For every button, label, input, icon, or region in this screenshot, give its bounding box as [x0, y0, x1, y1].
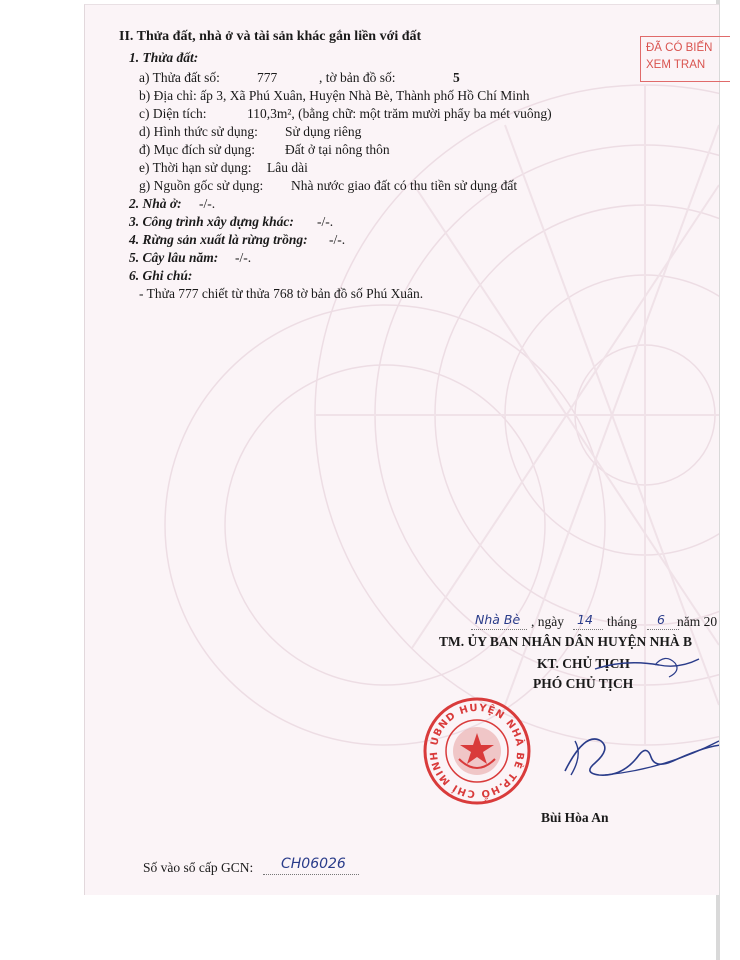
- place-dotline: [471, 629, 527, 630]
- year-label: năm 20: [677, 614, 718, 629]
- usage-form-value: Sử dụng riêng: [285, 124, 362, 139]
- construction-heading: 3. Công trình xây dựng khác:: [129, 214, 294, 229]
- usage-purpose-value: Đất ở tại nông thôn: [285, 142, 390, 157]
- trees-value: -/-.: [235, 250, 252, 265]
- amendment-stamp-line-1: ĐÃ CÓ BIẾN: [646, 42, 713, 54]
- seal-ring-text: UBND HUYỆN NHÀ BÈ TP.HỒ CHÍ MINH: [428, 702, 526, 800]
- certificate-page: [84, 4, 719, 895]
- registry-dotline: [263, 874, 359, 875]
- construction-value: -/-.: [317, 214, 334, 229]
- address-line: b) Địa chỉ: ấp 3, Xã Phú Xuân, Huyện Nhà Bè, Thành phố Hồ Chí Minh: [139, 88, 530, 103]
- issuing-authority: TM. ỦY BAN NHÂN DÂN HUYỆN NHÀ B: [439, 634, 692, 649]
- place-handwritten: Nhà Bè: [475, 612, 521, 627]
- month-label: tháng: [607, 614, 637, 629]
- signer-role-2: PHÓ CHỦ TỊCH: [533, 676, 634, 691]
- amendment-stamp-line-2: XEM TRAN: [646, 59, 706, 71]
- notes-value: - Thửa 777 chiết từ thửa 768 tờ bản đồ số Phú Xuân.: [139, 286, 424, 301]
- notes-heading: 6. Ghi chú:: [129, 268, 193, 283]
- usage-term-value: Lâu dài: [267, 160, 308, 175]
- usage-form-label: d) Hình thức sử dụng:: [139, 124, 258, 139]
- trees-heading: 5. Cây lâu năm:: [129, 250, 219, 265]
- map-sheet-label: , tờ bản đồ số:: [319, 70, 396, 85]
- origin-value: Nhà nước giao đất có thu tiền sử dụng đất: [291, 178, 518, 193]
- area-value: 110,3m², (bằng chữ: một trăm mười phẩy ba mét vuông): [247, 106, 552, 121]
- origin-label: g) Nguồn gốc sử dụng:: [139, 178, 264, 193]
- usage-term-label: e) Thời hạn sử dụng:: [139, 160, 252, 175]
- area-label: c) Diện tích:: [139, 106, 207, 121]
- forest-value: -/-.: [329, 232, 346, 247]
- day-dotline: [573, 629, 603, 630]
- signature-scribble-icon: [505, 645, 719, 805]
- usage-purpose-label: đ) Mục đích sử dụng:: [139, 142, 256, 157]
- day-label: , ngày: [531, 614, 564, 629]
- house-value: -/-.: [199, 196, 216, 211]
- month-handwritten: 6: [657, 612, 665, 627]
- map-sheet-value: 5: [453, 70, 460, 85]
- parcel-number-label: a) Thửa đất số:: [139, 70, 220, 85]
- forest-heading: 4. Rừng sản xuất là rừng trồng:: [129, 232, 308, 247]
- section-title: II. Thửa đất, nhà ở và tài sản khác gắn liền với đất: [119, 29, 422, 44]
- house-heading: 2. Nhà ở:: [129, 196, 182, 211]
- registry-handwritten: CH06026: [281, 856, 346, 872]
- day-handwritten: 14: [577, 612, 593, 627]
- registry-label: Số vào sổ cấp GCN:: [143, 860, 254, 875]
- signer-name: Bùi Hòa An: [541, 810, 609, 825]
- parcel-number-value: 777: [257, 70, 278, 85]
- month-dotline: [647, 629, 679, 630]
- parcel-heading: 1. Thửa đất:: [129, 50, 199, 65]
- amendment-stamp: [640, 36, 730, 82]
- signer-role-1: KT. CHỦ TỊCH: [537, 656, 630, 671]
